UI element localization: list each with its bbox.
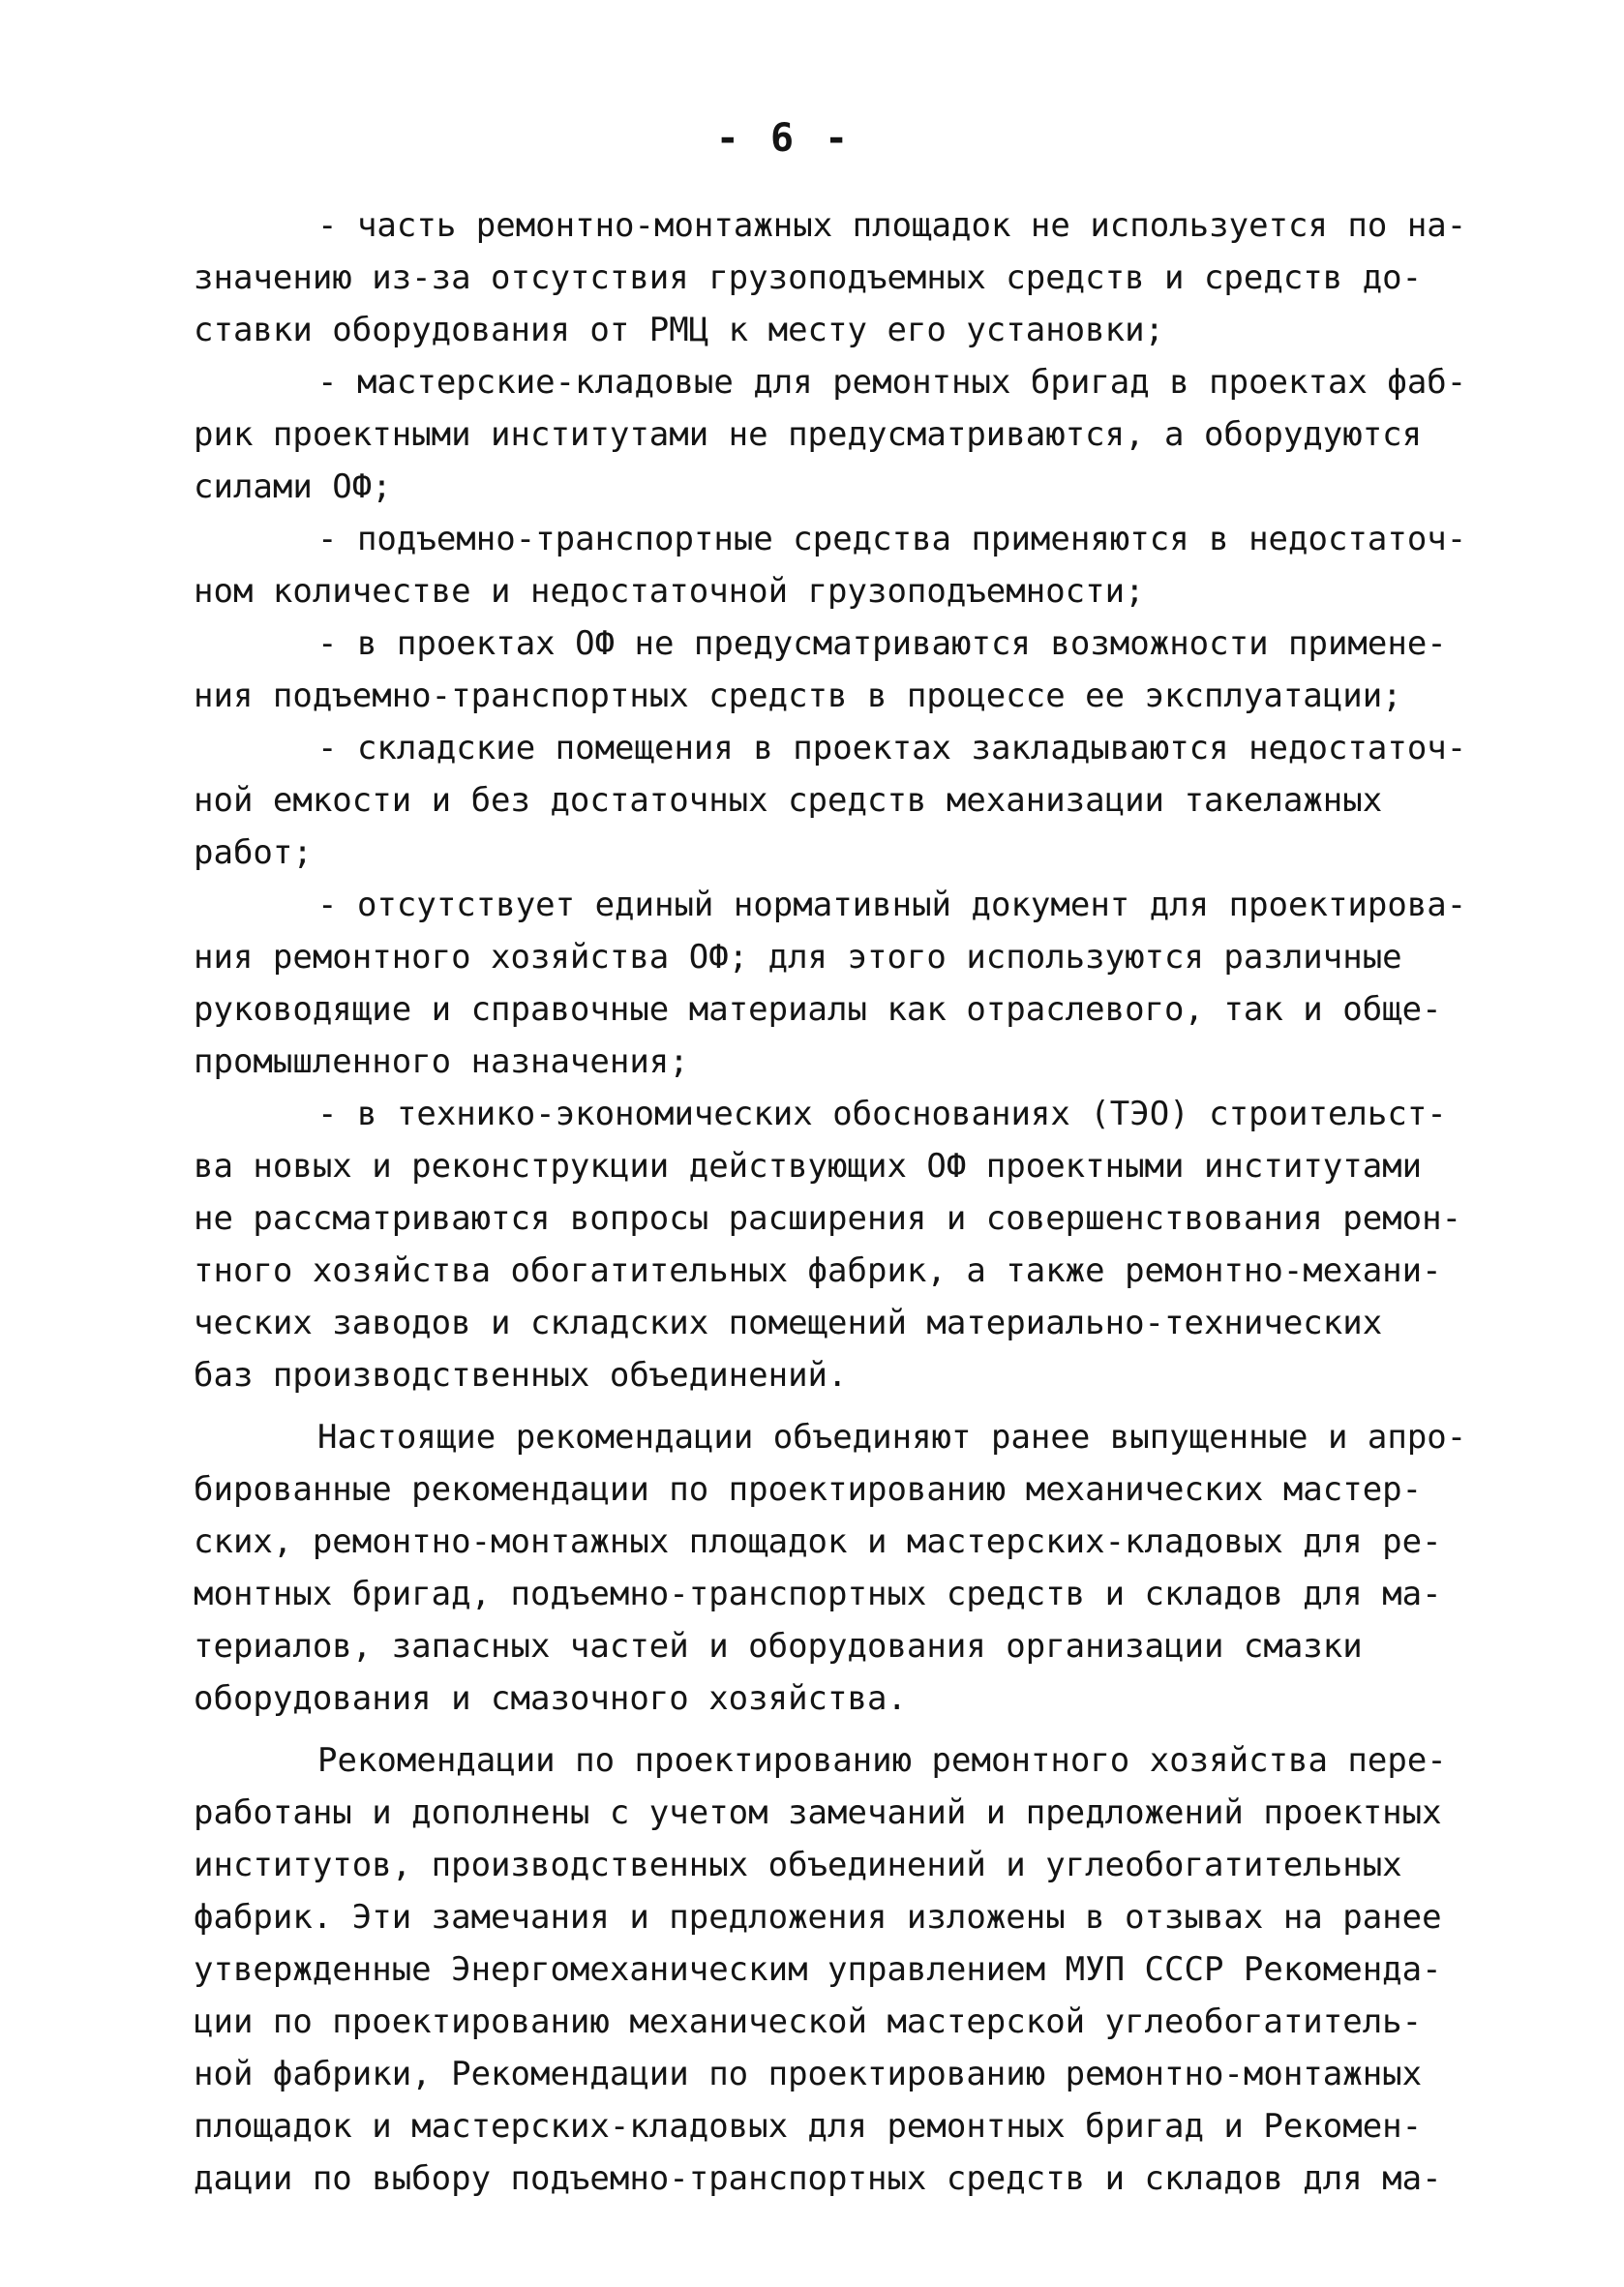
text-line: баз производственных объединений. [194,1356,848,1395]
text-line: - часть ремонтно-монтажных площадок не используется по на- [317,206,1467,245]
text-line: - в проектах ОФ не предусматриваются возможности примене- [317,624,1447,663]
text-line: тного хозяйства обогатительных фабрик, а также ремонтно-механи- [194,1251,1442,1290]
text-line: дации по выбору подъемно-транспортных средств и складов для ма- [194,2159,1442,2198]
text-line: утвержденные Энергомеханическим управлением МУП СССР Рекоменда- [194,1950,1442,1989]
text-line: бированные рекомендации по проектированию механических мастер- [194,1470,1423,1509]
text-line: ной емкости и без достаточных средств механизации такелажных [194,781,1383,820]
text-line: ния подъемно-транспортных средств в процессе ее эксплуатации; [194,677,1402,715]
page-number: - 6 - [715,116,853,161]
text-line: ции по проектированию механической мастерской углеобогатитель- [194,2002,1423,2041]
text-line: работаны и дополнены с учетом замечаний и предложений проектных [194,1793,1442,1832]
text-line: не рассматриваются вопросы расширения и совершенствования ремон- [194,1199,1462,1238]
text-line: - отсутствует единый нормативный документ для проектирова- [317,886,1467,924]
text-line: териалов, запасных частей и оборудования организации смазки [194,1627,1363,1666]
text-line: ставки оборудования от РМЦ к месту его установки; [194,311,1165,349]
text-line: - мастерские-кладовые для ремонтных бригад в проектах фаб- [317,363,1467,402]
text-line: ческих заводов и складских помещений материально-технических [194,1304,1383,1342]
text-line: работ; [194,833,313,872]
text-line: ния ремонтного хозяйства ОФ; для этого используются различные [194,938,1402,977]
text-line: фабрик. Эти замечания и предложения изложены в отзывах на ранее [194,1898,1442,1937]
text-line: значению из-за отсутствия грузоподъемных средств и средств до- [194,258,1423,297]
text-line: силами ОФ; [194,467,392,506]
text-line: промышленного назначения; [194,1042,689,1081]
text-line: институтов, производственных объединений и углеобогатительных [194,1846,1402,1884]
text-line: ной фабрики, Рекомендации по проектированию ремонтно-монтажных [194,2055,1423,2093]
text-line: ских, ремонтно-монтажных площадок и мастерских-кладовых для ре- [194,1522,1442,1561]
body-text [194,199,1471,2205]
text-line: ном количестве и недостаточной грузоподъемности; [194,572,1145,611]
text-line: Рекомендации по проектированию ремонтного хозяйства пере- [317,1741,1447,1780]
text-line: рик проектными институтами не предусматриваются, а оборудуются [194,415,1423,454]
text-line: монтных бригад, подъемно-транспортных средств и складов для ма- [194,1575,1442,1613]
text-line: оборудования и смазочного хозяйства. [194,1679,907,1718]
text-line: руководящие и справочные материалы как отраслевого, так и обще- [194,990,1442,1029]
text-line: - складские помещения в проектах закладываются недостаточ- [317,729,1467,767]
text-line: площадок и мастерских-кладовых для ремонтных бригад и Рекомен- [194,2107,1423,2146]
text-line: - подъемно-транспортные средства применяются в недостаточ- [317,520,1467,558]
text-line: ва новых и реконструкции действующих ОФ проектными институтами [194,1147,1423,1186]
text-line: Настоящие рекомендации объединяют ранее выпущенные и апро- [317,1418,1467,1457]
text-line: - в технико-экономических обоснованиях (ТЭО) строительст- [317,1095,1447,1133]
